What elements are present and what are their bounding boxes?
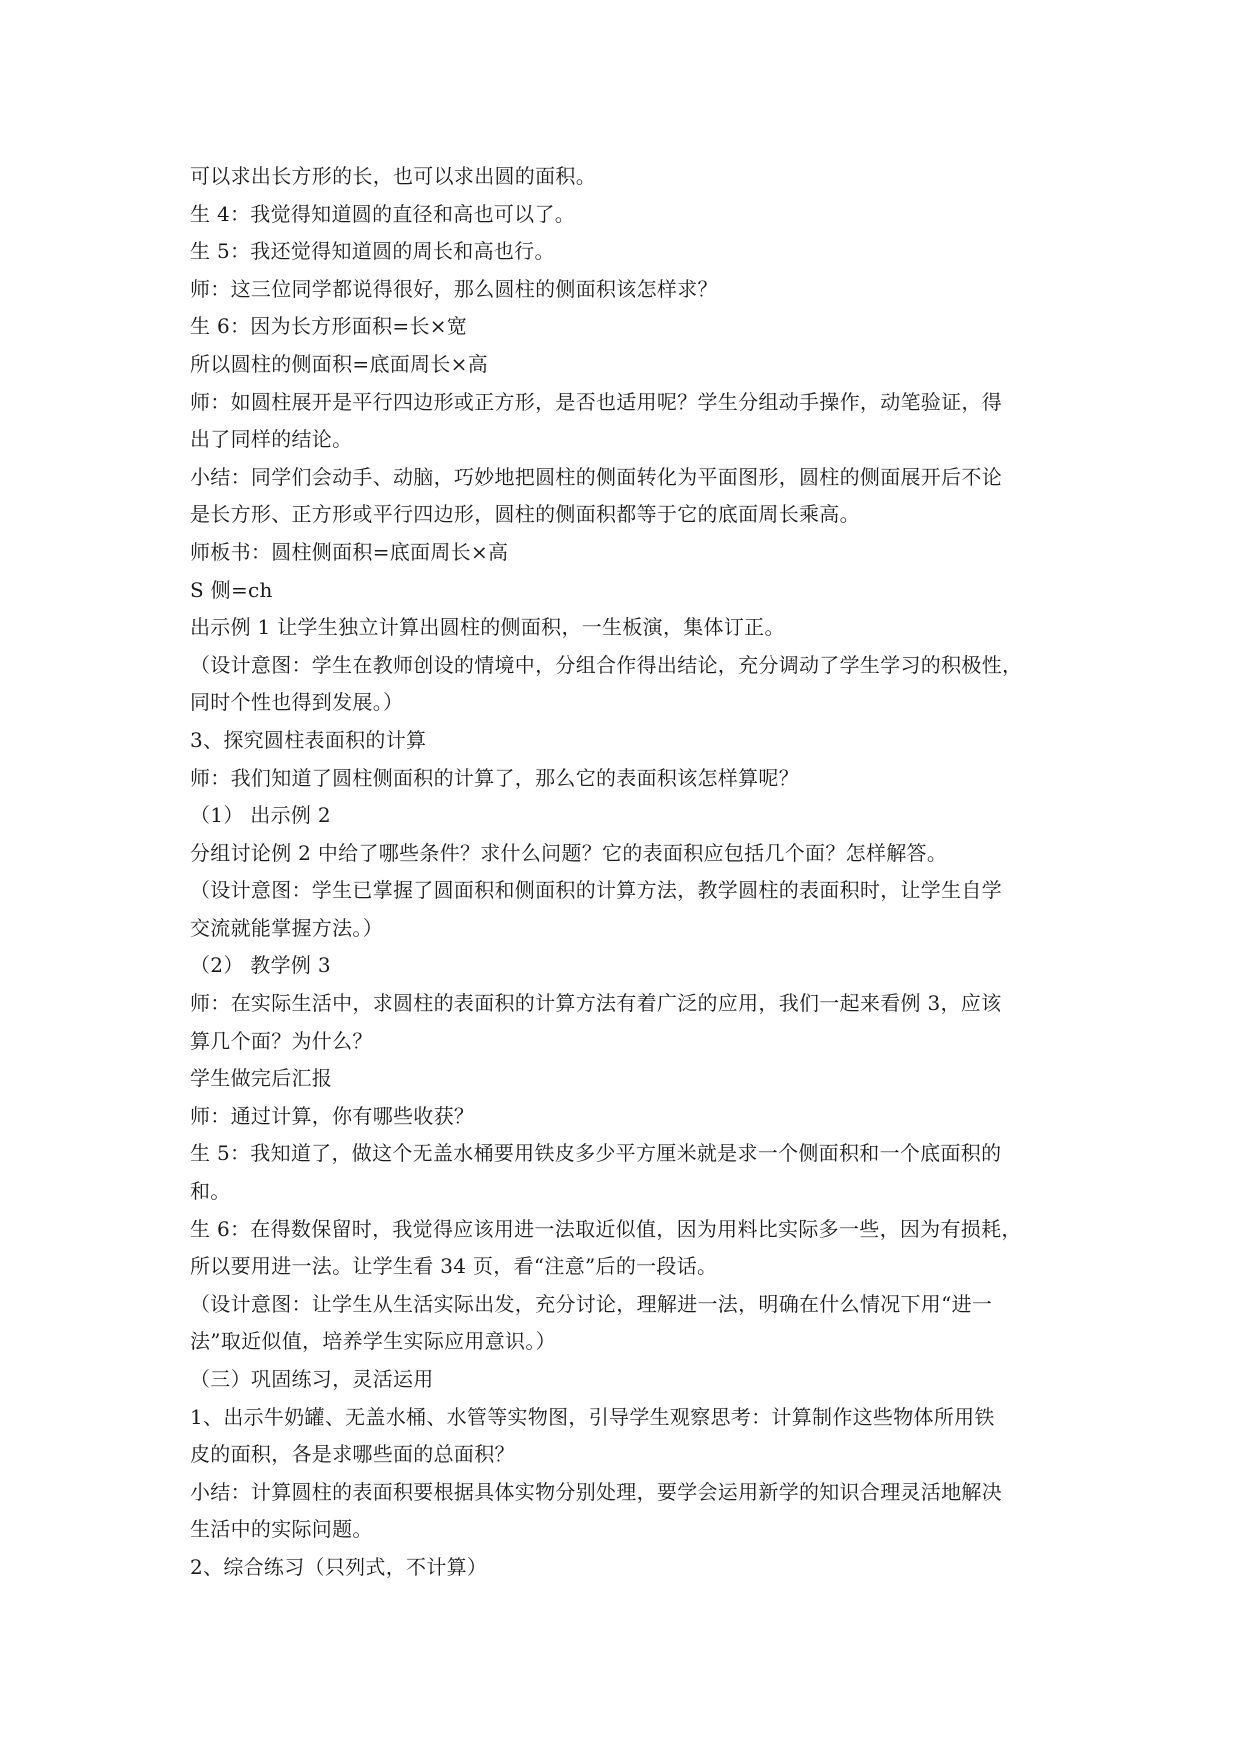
text-line: 生 6：因为长方形面积=长×宽	[190, 314, 468, 339]
text-line: 可以求出长方形的长，也可以求出圆的面积。	[190, 164, 596, 188]
text-line: 同时个性也得到发展。）	[190, 690, 404, 715]
text-line: 师：如圆柱展开是平行四边形或正方形，是否也适用呢？学生分组动手操作，动笔验证，得	[190, 389, 1002, 414]
text-line: 师：我们知道了圆柱侧面积的计算了，那么它的表面积该怎样算呢？	[190, 765, 799, 790]
document-body	[190, 158, 1050, 1587]
text-line: 是长方形、正方形或平行四边形，圆柱的侧面积都等于它的底面周长乘高。	[190, 502, 860, 527]
text-line: 所以要用进一法。让学生看 34 页，看“注意”后的一段话。	[190, 1254, 718, 1279]
text-line: 出示例 1 让学生独立计算出圆柱的侧面积，一生板演，集体订正。	[190, 615, 785, 640]
text-line: 交流就能掌握方法。）	[190, 915, 383, 940]
text-line: 算几个面？为什么？	[190, 1028, 373, 1053]
text-line: （设计意图：学生在教师创设的情境中，分组合作得出结论，充分调动了学生学习的积极性，	[190, 652, 1023, 677]
text-line: （设计意图：学生已掌握了圆面积和侧面积的计算方法，教学圆柱的表面积时，让学生自学	[190, 878, 1002, 903]
text-line: 师：这三位同学都说得很好，那么圆柱的侧面积该怎样求？	[190, 276, 718, 301]
text-line: （2） 教学例 3	[190, 953, 331, 978]
text-line: 生 4：我觉得知道圆的直径和高也可以了。	[190, 201, 576, 226]
text-line: S 侧=ch	[190, 577, 273, 602]
text-line: 和。	[190, 1179, 231, 1204]
text-line: （设计意图：让学生从生活实际出发，充分讨论，理解进一法，明确在什么情况下用“进一	[190, 1291, 993, 1316]
text-line: 3、探究圆柱表面积的计算	[190, 727, 427, 752]
text-line: 师：在实际生活中，求圆柱的表面积的计算方法有着广泛的应用，我们一起来看例 3，应该	[190, 991, 1002, 1016]
text-line: 出了同样的结论。	[190, 427, 353, 452]
text-line: 小结：同学们会动手、动脑，巧妙地把圆柱的侧面转化为平面图形，圆柱的侧面展开后不论	[190, 464, 1002, 489]
text-line: （1） 出示例 2	[190, 803, 331, 828]
text-line: 法”取近似值，培养学生实际应用意识。）	[190, 1329, 556, 1354]
text-line: 小结：计算圆柱的表面积要根据具体实物分别处理，要学会运用新学的知识合理灵活地解决	[190, 1479, 1002, 1504]
text-line: 1、出示牛奶罐、无盖水桶、水管等实物图，引导学生观察思考：计算制作这些物体所用铁	[190, 1404, 995, 1429]
text-line: 师：通过计算，你有哪些收获？	[190, 1103, 475, 1128]
text-line: 生活中的实际问题。	[190, 1517, 373, 1542]
text-line: 分组讨论例 2 中给了哪些条件？求什么问题？它的表面积应包括几个面？怎样解答。	[190, 840, 948, 865]
text-line: 2、综合练习（只列式，不计算）	[190, 1554, 488, 1579]
text-line: 所以圆柱的侧面积=底面周长×高	[190, 351, 489, 376]
text-line: 师板书：圆柱侧面积=底面周长×高	[190, 539, 509, 564]
text-line: （三）巩固练习，灵活运用	[190, 1367, 434, 1391]
text-line: 生 5：我知道了，做这个无盖水桶要用铁皮多少平方厘米就是求一个侧面积和一个底面积的	[190, 1141, 1002, 1166]
text-line: 生 6：在得数保留时，我觉得应该用进一法取近似值，因为用料比实际多一些，因为有损耗，	[190, 1216, 1022, 1241]
text-line: 学生做完后汇报	[190, 1066, 333, 1091]
text-line: 皮的面积，各是求哪些面的总面积？	[190, 1442, 515, 1467]
text-line: 生 5：我还觉得知道圆的周长和高也行。	[190, 239, 555, 264]
